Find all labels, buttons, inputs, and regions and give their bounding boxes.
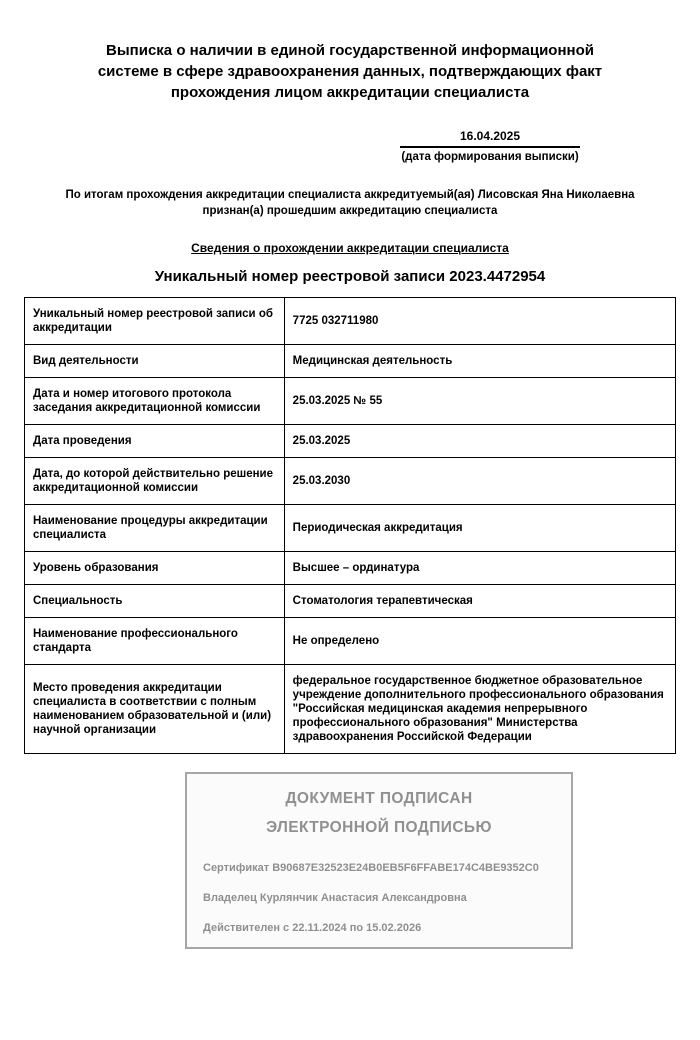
row-label: Наименование процедуры аккредитации специалиста xyxy=(25,505,285,552)
row-value: Медицинская деятельность xyxy=(284,345,675,378)
stamp-heading-line: ДОКУМЕНТ ПОДПИСАН xyxy=(285,790,473,807)
row-value: федеральное государственное бюджетное образовательное учреждение дополнительного профессионального образования "Российская медицинская академия непрерывного профессионального образования" Министерства здравоохранения Российской Федерации xyxy=(284,665,675,754)
row-value: Высшее – ординатура xyxy=(284,552,675,585)
document-page xyxy=(0,40,700,1040)
stamp-heading xyxy=(203,784,555,842)
table-row xyxy=(25,425,676,458)
row-value: 7725 032711980 xyxy=(284,298,675,345)
issue-date-value: 16.04.2025 xyxy=(400,129,580,148)
table-row xyxy=(25,505,676,552)
issue-date-block xyxy=(400,129,580,163)
document-title-line: системе в сфере здравоохранения данных, подтверждающих факт xyxy=(97,63,603,80)
stamp-owner: Владелец Курлянчик Анастасия Александровна xyxy=(203,892,467,904)
row-value: Стоматология терапевтическая xyxy=(284,585,675,618)
table-row xyxy=(25,618,676,665)
row-label: Дата, до которой действительно решение аккредитационной комиссии xyxy=(25,458,285,505)
table-row xyxy=(25,458,676,505)
row-label: Вид деятельности xyxy=(25,345,285,378)
row-label: Специальность xyxy=(25,585,285,618)
table-row xyxy=(25,378,676,425)
row-label: Место проведения аккредитации специалиста в соответствии с полным наименованием образовательной и (или) научной организации xyxy=(25,665,285,754)
stamp-details xyxy=(203,862,555,935)
record-number-heading: Уникальный номер реестровой записи 2023.4472954 xyxy=(154,268,546,285)
row-label: Уникальный номер реестровой записи об аккредитации xyxy=(25,298,285,345)
table-row xyxy=(25,665,676,754)
intro-paragraph xyxy=(30,187,670,219)
table-row xyxy=(25,298,676,345)
row-value: 25.03.2030 xyxy=(284,458,675,505)
accreditation-details-table xyxy=(24,297,676,754)
document-title xyxy=(70,40,630,103)
table-row xyxy=(25,585,676,618)
issue-date-caption: (дата формирования выписки) xyxy=(401,151,579,163)
table-row xyxy=(25,552,676,585)
row-value: Периодическая аккредитация xyxy=(284,505,675,552)
row-value: 25.03.2025 № 55 xyxy=(284,378,675,425)
stamp-validity: Действителен с 22.11.2024 по 15.02.2026 xyxy=(203,922,422,934)
document-title-line: прохождения лицом аккредитации специалиста xyxy=(170,84,530,101)
intro-line: признан(а) прошедшим аккредитацию специалиста xyxy=(202,205,498,217)
row-value: Не определено xyxy=(284,618,675,665)
row-label: Дата проведения xyxy=(25,425,285,458)
electronic-signature-stamp xyxy=(185,772,573,949)
document-title-line: Выписка о наличии в единой государственной информационной xyxy=(106,42,594,59)
table-row xyxy=(25,345,676,378)
stamp-heading-line: ЭЛЕКТРОННОЙ ПОДПИСЬЮ xyxy=(266,819,492,836)
row-label: Уровень образования xyxy=(25,552,285,585)
row-label: Наименование профессионального стандарта xyxy=(25,618,285,665)
intro-line: По итогам прохождения аккредитации специалиста аккредитуемый(ая) Лисовская Яна Николаевна xyxy=(65,189,635,201)
row-value: 25.03.2025 xyxy=(284,425,675,458)
row-label: Дата и номер итогового протокола заседания аккредитационной комиссии xyxy=(25,378,285,425)
section-heading: Сведения о прохождении аккредитации специалиста xyxy=(191,241,509,255)
stamp-certificate: Сертификат B90687E32523E24B0EB5F6FFABE174C4BE9352C0 xyxy=(203,862,539,874)
